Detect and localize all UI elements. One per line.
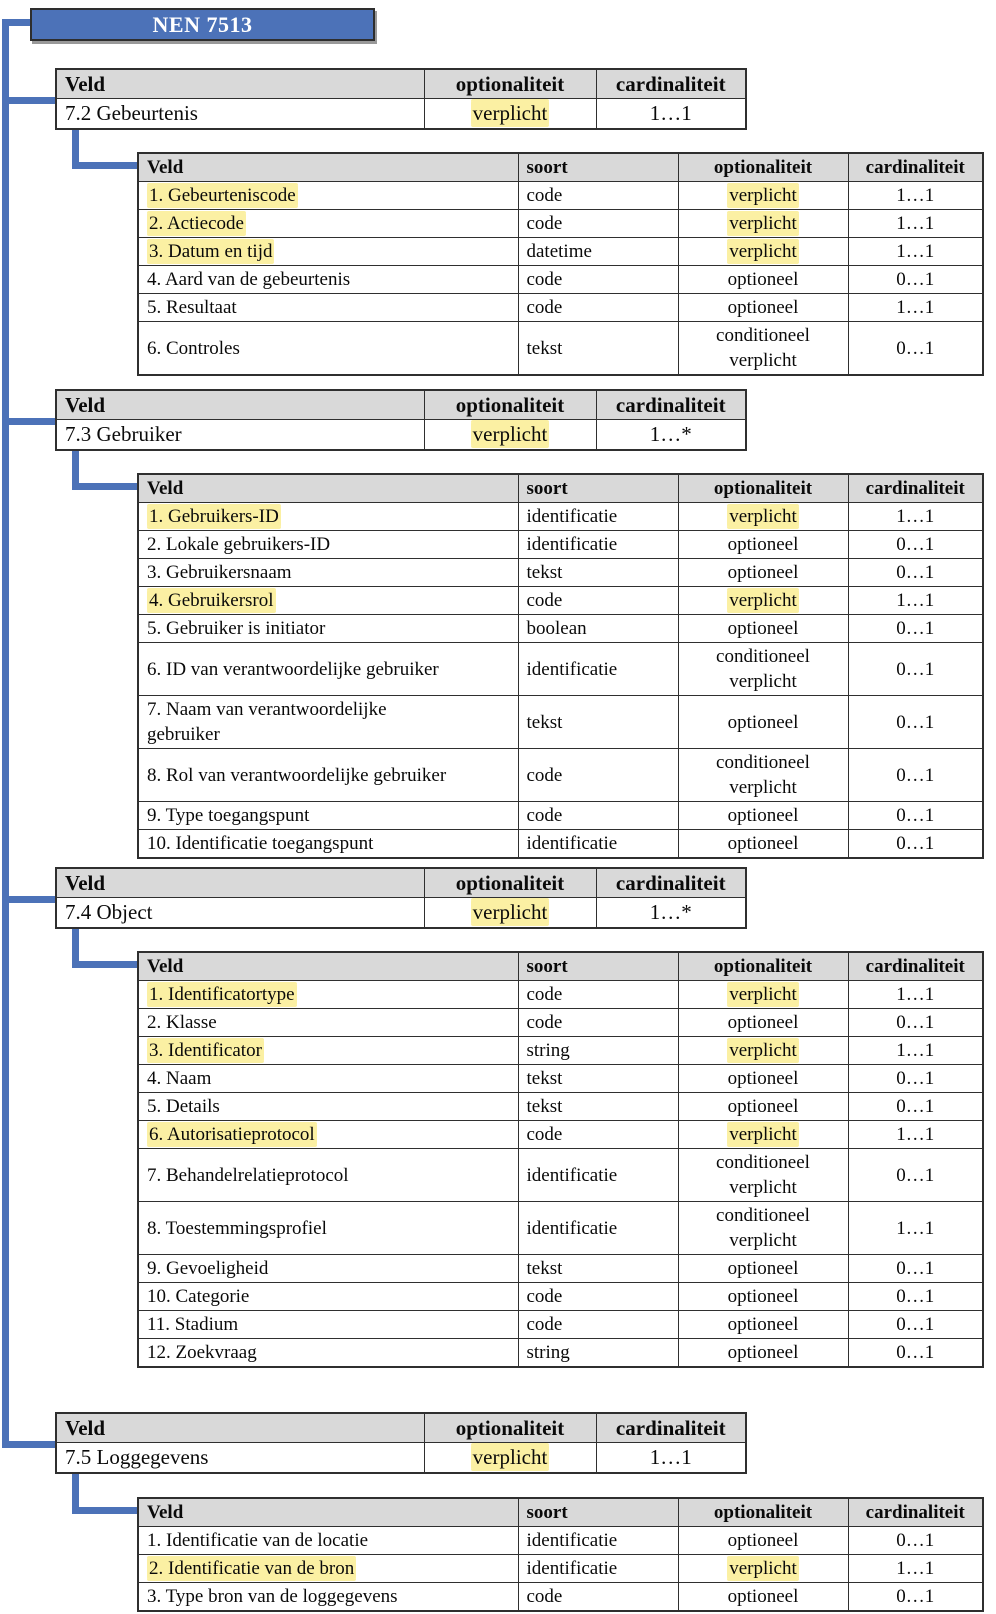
connector-elbow-horizontal-object — [72, 961, 137, 968]
table-row — [138, 1121, 983, 1149]
header-cardinaliteit: cardinaliteit — [848, 153, 983, 182]
optionaliteit-cell: optioneel — [678, 266, 848, 294]
table-row — [138, 1283, 983, 1311]
veld-cell: 7. Behandelrelatieprotocol — [138, 1149, 518, 1202]
soort-cell: code — [518, 182, 678, 210]
veld-cell: 5. Details — [138, 1093, 518, 1121]
cardinaliteit-cell: 0…1 — [848, 1311, 983, 1339]
soort-cell: identificatie — [518, 1149, 678, 1202]
highlighted-text: verplicht — [729, 185, 797, 206]
cardinaliteit-cell: 0…1 — [848, 830, 983, 859]
cardinaliteit-cell: 1…1 — [848, 1121, 983, 1149]
veld-cell — [138, 1555, 518, 1583]
cardinaliteit-cell: 0…1 — [848, 559, 983, 587]
detail-table-loggegevens — [137, 1497, 984, 1612]
header-veld: Veld — [56, 868, 424, 898]
header-soort: soort — [518, 153, 678, 182]
header-cardinaliteit: cardinaliteit — [596, 868, 746, 898]
optionaliteit-cell: conditioneel verplicht — [678, 1202, 848, 1255]
optionaliteit-cell — [678, 503, 848, 531]
cardinaliteit-cell: 0…1 — [848, 1339, 983, 1368]
summary-row-gebeurtenis — [56, 99, 746, 130]
soort-cell: code — [518, 802, 678, 830]
soort-cell: code — [518, 1121, 678, 1149]
soort-cell: code — [518, 266, 678, 294]
cardinaliteit-cell: 0…1 — [848, 615, 983, 643]
header-soort: soort — [518, 474, 678, 503]
table-row — [138, 587, 983, 615]
veld-cell — [138, 503, 518, 531]
veld-cell: 7.2 Gebeurtenis — [56, 99, 424, 130]
table-row — [138, 1037, 983, 1065]
table-row — [138, 1583, 983, 1612]
table-row — [138, 1065, 983, 1093]
header-veld: Veld — [138, 474, 518, 503]
soort-cell: code — [518, 1311, 678, 1339]
soort-cell: tekst — [518, 1255, 678, 1283]
header-optionaliteit: optionaliteit — [424, 390, 596, 420]
optionaliteit-cell: optioneel — [678, 531, 848, 559]
soort-cell: identificatie — [518, 503, 678, 531]
veld-cell: 10. Identificatie toegangspunt — [138, 830, 518, 859]
table-row — [138, 1149, 983, 1202]
cardinaliteit-cell: 1…1 — [848, 587, 983, 615]
highlighted-text: 6. Autorisatieprotocol — [149, 1124, 315, 1145]
optionaliteit-cell: optioneel — [678, 1527, 848, 1555]
soort-cell: tekst — [518, 1093, 678, 1121]
detail-header-row — [138, 474, 983, 503]
veld-cell: 7. Naam van verantwoordelijke gebruiker — [138, 696, 518, 749]
summary-table-gebeurtenis — [55, 68, 747, 130]
veld-cell: 6. ID van verantwoordelijke gebruiker — [138, 643, 518, 696]
header-veld: Veld — [56, 390, 424, 420]
highlighted-text: 4. Gebruikersrol — [149, 590, 274, 611]
highlighted-text: verplicht — [729, 984, 797, 1005]
optionaliteit-cell: optioneel — [678, 1339, 848, 1368]
detail-header-row — [138, 1498, 983, 1527]
header-veld: Veld — [56, 1413, 424, 1443]
cardinaliteit-cell: 1…* — [596, 420, 746, 451]
connector-branch-object — [2, 896, 55, 903]
soort-cell: code — [518, 1009, 678, 1037]
soort-cell: tekst — [518, 322, 678, 376]
table-row — [138, 1555, 983, 1583]
cardinaliteit-cell: 0…1 — [848, 1527, 983, 1555]
cardinaliteit-cell: 1…1 — [848, 981, 983, 1009]
optionaliteit-cell: optioneel — [678, 830, 848, 859]
cardinaliteit-cell: 0…1 — [848, 1009, 983, 1037]
highlighted-text: verplicht — [729, 213, 797, 234]
soort-cell: identificatie — [518, 1555, 678, 1583]
veld-cell — [138, 1037, 518, 1065]
optionaliteit-cell: optioneel — [678, 1311, 848, 1339]
cardinaliteit-cell: 0…1 — [848, 1149, 983, 1202]
soort-cell: code — [518, 1583, 678, 1612]
soort-cell: string — [518, 1037, 678, 1065]
cardinaliteit-cell: 1…1 — [848, 182, 983, 210]
cardinaliteit-cell: 1…* — [596, 898, 746, 929]
highlighted-text: verplicht — [729, 590, 797, 611]
highlighted-text: verplicht — [472, 101, 548, 125]
veld-cell — [138, 238, 518, 266]
cardinaliteit-cell: 0…1 — [848, 1283, 983, 1311]
cardinaliteit-cell: 1…1 — [848, 1555, 983, 1583]
cardinaliteit-cell: 0…1 — [848, 1255, 983, 1283]
veld-cell: 11. Stadium — [138, 1311, 518, 1339]
cardinaliteit-cell: 0…1 — [848, 749, 983, 802]
connector-branch-loggegevens — [2, 1441, 55, 1448]
soort-cell: tekst — [518, 559, 678, 587]
veld-cell: 12. Zoekvraag — [138, 1339, 518, 1368]
cardinaliteit-cell: 0…1 — [848, 531, 983, 559]
optionaliteit-cell: optioneel — [678, 1255, 848, 1283]
connector-elbow-horizontal-gebeurtenis — [72, 162, 137, 169]
veld-cell: 9. Type toegangspunt — [138, 802, 518, 830]
connector-branch-gebruiker — [2, 418, 55, 425]
root-node-nen7513 — [30, 8, 375, 41]
highlighted-text: verplicht — [472, 422, 548, 446]
detail-header-row — [138, 952, 983, 981]
summary-table-gebruiker — [55, 389, 747, 451]
header-cardinaliteit: cardinaliteit — [848, 952, 983, 981]
veld-cell: 10. Categorie — [138, 1283, 518, 1311]
table-row — [138, 266, 983, 294]
header-optionaliteit: optionaliteit — [424, 868, 596, 898]
optionaliteit-cell — [678, 238, 848, 266]
header-cardinaliteit: cardinaliteit — [596, 1413, 746, 1443]
connector-elbow-horizontal-loggegevens — [72, 1507, 137, 1514]
root-node-label: NEN 7513 — [152, 11, 253, 37]
optionaliteit-cell: optioneel — [678, 559, 848, 587]
optionaliteit-cell: conditioneel verplicht — [678, 643, 848, 696]
detail-table-gebeurtenis — [137, 152, 984, 376]
veld-cell: 2. Klasse — [138, 1009, 518, 1037]
soort-cell: identificatie — [518, 1202, 678, 1255]
cardinaliteit-cell: 1…1 — [596, 1443, 746, 1474]
cardinaliteit-cell: 1…1 — [848, 210, 983, 238]
highlighted-text: verplicht — [729, 1124, 797, 1145]
connector-elbow-horizontal-gebruiker — [72, 483, 137, 490]
veld-cell: 3. Gebruikersnaam — [138, 559, 518, 587]
summary-header-row — [56, 1413, 746, 1443]
cardinaliteit-cell: 0…1 — [848, 322, 983, 376]
optionaliteit-cell — [678, 587, 848, 615]
highlighted-text: 3. Identificator — [149, 1040, 262, 1061]
table-row — [138, 696, 983, 749]
detail-table-object — [137, 951, 984, 1368]
soort-cell: tekst — [518, 696, 678, 749]
optionaliteit-cell — [424, 420, 596, 451]
summary-row-loggegevens — [56, 1443, 746, 1474]
table-row — [138, 182, 983, 210]
table-row — [138, 643, 983, 696]
table-row — [138, 1202, 983, 1255]
soort-cell: code — [518, 587, 678, 615]
connector-root — [2, 19, 30, 26]
header-optionaliteit: optionaliteit — [678, 153, 848, 182]
optionaliteit-cell: optioneel — [678, 294, 848, 322]
soort-cell: code — [518, 294, 678, 322]
connector-branch-gebeurtenis — [2, 97, 55, 104]
veld-cell: 7.3 Gebruiker — [56, 420, 424, 451]
highlighted-text: 1. Gebeurteniscode — [149, 185, 296, 206]
optionaliteit-cell — [678, 1121, 848, 1149]
optionaliteit-cell: optioneel — [678, 1283, 848, 1311]
veld-cell — [138, 210, 518, 238]
veld-cell: 8. Rol van verantwoordelijke gebruiker — [138, 749, 518, 802]
cardinaliteit-cell: 1…1 — [596, 99, 746, 130]
table-row — [138, 615, 983, 643]
veld-cell: 5. Resultaat — [138, 294, 518, 322]
veld-cell: 3. Type bron van de loggegevens — [138, 1583, 518, 1612]
optionaliteit-cell — [424, 898, 596, 929]
optionaliteit-cell: optioneel — [678, 1009, 848, 1037]
highlighted-text: 1. Identificatortype — [149, 984, 295, 1005]
cardinaliteit-cell: 0…1 — [848, 1093, 983, 1121]
optionaliteit-cell: conditioneel verplicht — [678, 322, 848, 376]
soort-cell: identificatie — [518, 830, 678, 859]
soort-cell: identificatie — [518, 531, 678, 559]
table-row — [138, 294, 983, 322]
soort-cell: code — [518, 1283, 678, 1311]
summary-header-row — [56, 868, 746, 898]
veld-cell: 7.5 Loggegevens — [56, 1443, 424, 1474]
optionaliteit-cell — [424, 1443, 596, 1474]
header-optionaliteit: optionaliteit — [424, 69, 596, 99]
soort-cell: code — [518, 210, 678, 238]
soort-cell: tekst — [518, 1065, 678, 1093]
optionaliteit-cell: optioneel — [678, 1065, 848, 1093]
table-row — [138, 322, 983, 376]
cardinaliteit-cell: 1…1 — [848, 503, 983, 531]
highlighted-text: verplicht — [729, 1040, 797, 1061]
veld-cell: 6. Controles — [138, 322, 518, 376]
optionaliteit-cell — [678, 1037, 848, 1065]
optionaliteit-cell — [678, 210, 848, 238]
table-row — [138, 749, 983, 802]
soort-cell: datetime — [518, 238, 678, 266]
header-optionaliteit: optionaliteit — [424, 1413, 596, 1443]
table-row — [138, 503, 983, 531]
soort-cell: string — [518, 1339, 678, 1368]
table-row — [138, 981, 983, 1009]
soort-cell: boolean — [518, 615, 678, 643]
summary-table-object — [55, 867, 747, 929]
soort-cell: code — [518, 749, 678, 802]
veld-cell: 9. Gevoeligheid — [138, 1255, 518, 1283]
veld-cell — [138, 182, 518, 210]
soort-cell: identificatie — [518, 1527, 678, 1555]
cardinaliteit-cell: 0…1 — [848, 802, 983, 830]
veld-cell: 5. Gebruiker is initiator — [138, 615, 518, 643]
optionaliteit-cell — [678, 182, 848, 210]
veld-cell: 4. Aard van de gebeurtenis — [138, 266, 518, 294]
optionaliteit-cell: conditioneel verplicht — [678, 1149, 848, 1202]
summary-row-gebruiker — [56, 420, 746, 451]
cardinaliteit-cell: 0…1 — [848, 266, 983, 294]
table-row — [138, 531, 983, 559]
detail-header-row — [138, 153, 983, 182]
veld-cell: 1. Identificatie van de locatie — [138, 1527, 518, 1555]
optionaliteit-cell: optioneel — [678, 1583, 848, 1612]
optionaliteit-cell: optioneel — [678, 615, 848, 643]
optionaliteit-cell — [678, 981, 848, 1009]
veld-cell: 7.4 Object — [56, 898, 424, 929]
veld-cell — [138, 981, 518, 1009]
tree-trunk-line — [2, 19, 9, 1448]
highlighted-text: verplicht — [729, 1558, 797, 1579]
optionaliteit-cell: optioneel — [678, 1093, 848, 1121]
highlighted-text: verplicht — [729, 506, 797, 527]
highlighted-text: verplicht — [729, 241, 797, 262]
detail-table-gebruiker — [137, 473, 984, 859]
highlighted-text: verplicht — [472, 900, 548, 924]
optionaliteit-cell — [678, 1555, 848, 1583]
summary-table-loggegevens — [55, 1412, 747, 1474]
cardinaliteit-cell: 1…1 — [848, 1202, 983, 1255]
cardinaliteit-cell: 1…1 — [848, 1037, 983, 1065]
header-veld: Veld — [138, 153, 518, 182]
optionaliteit-cell — [424, 99, 596, 130]
highlighted-text: 2. Actiecode — [149, 213, 244, 234]
header-cardinaliteit: cardinaliteit — [596, 390, 746, 420]
header-cardinaliteit: cardinaliteit — [848, 1498, 983, 1527]
cardinaliteit-cell: 0…1 — [848, 643, 983, 696]
header-optionaliteit: optionaliteit — [678, 474, 848, 503]
table-row — [138, 210, 983, 238]
table-row — [138, 238, 983, 266]
summary-header-row — [56, 390, 746, 420]
veld-cell — [138, 1121, 518, 1149]
header-cardinaliteit: cardinaliteit — [596, 69, 746, 99]
header-soort: soort — [518, 1498, 678, 1527]
header-veld: Veld — [138, 952, 518, 981]
veld-cell: 4. Naam — [138, 1065, 518, 1093]
header-optionaliteit: optionaliteit — [678, 1498, 848, 1527]
table-row — [138, 1311, 983, 1339]
table-row — [138, 830, 983, 859]
table-row — [138, 1255, 983, 1283]
header-optionaliteit: optionaliteit — [678, 952, 848, 981]
highlighted-text: 2. Identificatie van de bron — [149, 1558, 355, 1579]
cardinaliteit-cell: 0…1 — [848, 1065, 983, 1093]
optionaliteit-cell: optioneel — [678, 696, 848, 749]
optionaliteit-cell: optioneel — [678, 802, 848, 830]
table-row — [138, 1093, 983, 1121]
highlighted-text: verplicht — [472, 1445, 548, 1469]
optionaliteit-cell: conditioneel verplicht — [678, 749, 848, 802]
soort-cell: code — [518, 981, 678, 1009]
summary-header-row — [56, 69, 746, 99]
header-veld: Veld — [138, 1498, 518, 1527]
highlighted-text: 3. Datum en tijd — [149, 241, 273, 262]
header-veld: Veld — [56, 69, 424, 99]
summary-row-object — [56, 898, 746, 929]
table-row — [138, 1527, 983, 1555]
table-row — [138, 559, 983, 587]
soort-cell: identificatie — [518, 643, 678, 696]
highlighted-text: 1. Gebruikers-ID — [149, 506, 279, 527]
table-row — [138, 1339, 983, 1368]
cardinaliteit-cell: 1…1 — [848, 238, 983, 266]
veld-cell: 8. Toestemmingsprofiel — [138, 1202, 518, 1255]
header-cardinaliteit: cardinaliteit — [848, 474, 983, 503]
veld-cell: 2. Lokale gebruikers-ID — [138, 531, 518, 559]
table-row — [138, 1009, 983, 1037]
cardinaliteit-cell: 1…1 — [848, 294, 983, 322]
cardinaliteit-cell: 0…1 — [848, 1583, 983, 1612]
header-soort: soort — [518, 952, 678, 981]
cardinaliteit-cell: 0…1 — [848, 696, 983, 749]
veld-cell — [138, 587, 518, 615]
table-row — [138, 802, 983, 830]
